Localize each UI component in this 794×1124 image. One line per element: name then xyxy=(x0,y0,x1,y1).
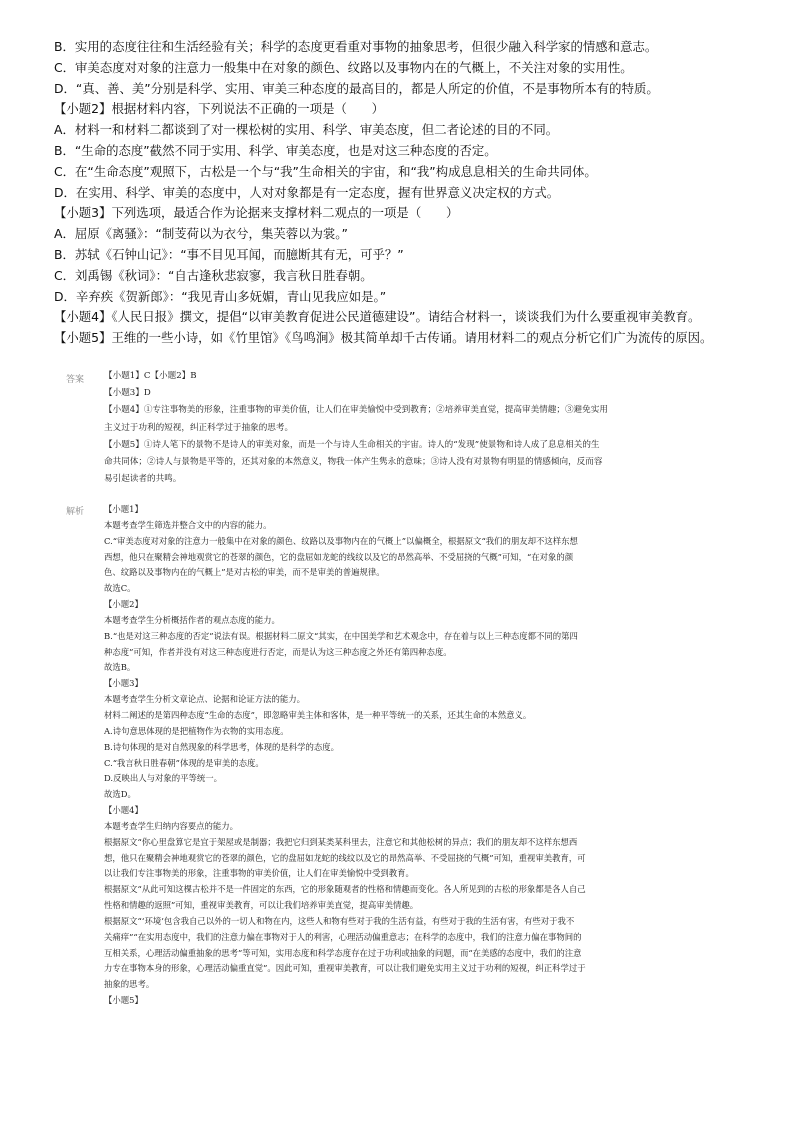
option-d-q2: D．在实用、科学、审美的态度中，人对对象都是有一定态度，握有世界意义决定权的方式。 xyxy=(54,184,560,200)
answer-section xyxy=(66,368,736,488)
analysis-body xyxy=(104,502,736,1057)
analysis-line: 【小题5】 xyxy=(104,995,143,1006)
analysis-line: 【小题3】 xyxy=(104,678,143,689)
analysis-section xyxy=(66,502,736,1057)
answer-line: 【小题4】①专注事物美的形象，注重事物的审美价值，让人们在审美愉悦中受到教育；②培养审美直觉，提高审美情趣；③避免实用 xyxy=(104,405,608,416)
analysis-line: 【小题4】 xyxy=(104,805,143,816)
option-c-q3: C．刘禹锡《秋词》：“自古逢秋悲寂寥，我言秋日胜春朝。 xyxy=(54,267,373,283)
option-c-q2: C．在“生命态度”观照下，古松是一个与“我”生命相关的宇宙，和“我”构成息息相关的生命共同体。 xyxy=(54,163,597,179)
analysis-line: 故选C。 xyxy=(104,583,136,594)
analysis-line: 以让我们专注事物美的形象，注重事物的审美价值，让人们在审美愉悦中受到教育。 xyxy=(104,868,414,879)
analysis-line: 根据原文“‘环境’包含我自己以外的一切人和物在内，这些人和物有些对于我的生活有益，有些对于我的生活有害，有些对于我不 xyxy=(104,915,575,926)
analysis-line: 本题考查学生分析文章论点、论据和论证方法的能力。 xyxy=(104,694,305,705)
analysis-line: 想，他只在聚精会神地观赏它的苍翠的颜色，它的盘屈如龙蛇的线纹以及它的昂然高举、不受屈挠的气概”可知，重视审美教育，可 xyxy=(104,852,586,863)
answer-label: 答案 xyxy=(66,375,85,385)
analysis-line: 【小题1】 xyxy=(104,504,143,514)
analysis-line: 本题考查学生筛选并整合文中的内容的能力。 xyxy=(104,519,272,530)
answer-line: 【小题3】D xyxy=(104,388,151,399)
question-2-stem: 【小题2】根据材料内容，下列说法不正确的一项是（ ） xyxy=(54,101,385,117)
answer-line: 命共同体；②诗人与景物是平等的，还其对象的本然意义，物我一体产生隽永的意味；③诗人没有对景物有明显的情感倾向，反而容 xyxy=(104,457,603,468)
option-b-q3: B．苏轼《石钟山记》：“事不目见耳闻，而臆断其有无，可乎？” xyxy=(54,246,404,262)
analysis-line: 性格和情趣的返照”可知，重视审美教育，可以让我们培养审美直觉，提高审美情趣。 xyxy=(104,900,419,911)
analysis-line xyxy=(104,1041,736,1057)
question-section xyxy=(54,37,754,349)
answer-line: 【小题1】C【小题2】B xyxy=(104,371,197,381)
analysis-line: C.“我言秋日胜春朝”体现的是审美的态度。 xyxy=(104,757,264,768)
analysis-line: B.诗句体现的是对自然现象的科学思考，体现的是科学的态度。 xyxy=(104,741,339,752)
analysis-label: 解析 xyxy=(66,507,85,517)
analysis-line: 本题考查学生归纳内容要点的能力。 xyxy=(104,820,238,831)
answer-line: 易引起读者的共鸣。 xyxy=(104,474,182,485)
analysis-line: 根据原文“从此可知这棵古松并不是一件固定的东西，它的形象随观者的性格和情趣而变化。各人所见到的古松的形象都是各人自己 xyxy=(104,884,586,895)
analysis-line xyxy=(104,1009,736,1025)
analysis-line: B.“也是对这三种态度的否定”说法有误。根据材料二原文“其实，在中国美学和艺术观念中，存在着与以上三种态度都不同的第四 xyxy=(104,630,578,641)
analysis-line: 故选B。 xyxy=(104,662,136,673)
analysis-line: 材料二阐述的是第四种态度“生命的态度”，即忽略审美主体和客体，是一种平等统一的关系，还其生命的本然意义。 xyxy=(104,709,532,720)
analysis-line: 种态度”可知，作者并没有对这三种态度进行否定，而是认为这三种态度之外还有第四种态度。 xyxy=(104,646,452,657)
question-3-stem: 【小题3】下列选项，最适合作为论据来支撑材料二观点的一项是（ ） xyxy=(54,205,459,221)
answer-line: 【小题5】①诗人笔下的景物不是诗人的审美对象，而是一个与诗人生命相关的宇宙。诗人的“发现”使景物和诗人成了息息相关的生 xyxy=(104,439,600,450)
option-a-q3: A．屈原《离骚》：“制芰荷以为衣兮，集芙蓉以为裳。” xyxy=(54,226,348,242)
analysis-line: 根据原文“你心里盘算它是宜于架屋或是制器；我把它归到某类某科里去，注意它和其他松树的异点；我们的朋友却不这样东想西 xyxy=(104,836,578,847)
option-d-q1: D．“真、善、美”分别是科学、实用、审美三种态度的最高目的，都是人所定的价值，不是事物所本有的特质。 xyxy=(54,80,659,96)
analysis-line: D.反映出人与对象的平等统一。 xyxy=(104,773,222,784)
question-4-stem: 【小题4】《人民日报》撰文，提倡“以审美教育促进公民道德建设”。请结合材料一，谈谈我们为什么要重视审美教育。 xyxy=(54,309,701,325)
analysis-line: 色、纹路以及事物内在的气概上”是对古松的审美，而不是审美的普遍规律。 xyxy=(104,567,385,578)
analysis-line: A.诗句意思体现的是把植物作为衣物的实用态度。 xyxy=(104,725,289,736)
answer-line: 主义过于功利的短视，纠正科学过于抽象的思考。 xyxy=(104,422,294,433)
option-b-q1: B．实用的态度往往和生活经验有关；科学的态度更看重对事物的抽象思考，但很少融入科学家的情感和意志。 xyxy=(54,39,658,54)
option-c-q1: C．审美态度对对象的注意力一般集中在对象的颜色、纹路以及事物内在的气概上，不关注对象的实用性。 xyxy=(54,59,633,75)
analysis-line: 关痛痒”“在实用态度中，我们的注意力偏在事物对于人的利害，心理活动偏重意志；在科学的态度中，我们的注意力偏在事物间的 xyxy=(104,931,582,942)
analysis-line: 互相关系，心理活动偏重抽象的思考”等可知，实用态度和科学态度存在过于功利或抽象的问题，而“在美感的态度中，我们的注意 xyxy=(104,947,582,958)
analysis-line: 抽象的思考。 xyxy=(104,979,155,990)
option-d-q3: D．辛弃疾《贺新郎》：“我见青山多妩媚，青山见我应如是。” xyxy=(54,288,387,304)
option-a-q2: A．材料一和材料二都谈到了对一棵松树的实用、科学、审美态度，但二者论述的目的不同。 xyxy=(54,122,559,138)
analysis-line: 故选D。 xyxy=(104,789,136,800)
option-b-q2: B．“生命的态度”截然不同于实用、科学、审美态度，也是对这三种态度的否定。 xyxy=(54,142,497,158)
question-5-stem: 【小题5】王维的一些小诗，如《竹里馆》《鸟鸣涧》极其简单却千古传诵。请用材料二的观点分析它们广为流传的原因。 xyxy=(54,330,713,346)
answer-body xyxy=(104,368,736,488)
analysis-line: 力专在事物本身的形象，心理活动偏重直觉”。因此可知，重视审美教育，可以让我们避免实用主义过于功利的短视，纠正科学过于 xyxy=(104,963,586,974)
analysis-line: C.“审美态度对对象的注意力一般集中在对象的颜色、纹路以及事物内在的气概上”以偏概全，根据原文“我们的朋友却不这样东想 xyxy=(104,535,578,546)
analysis-line: 本题考查学生分析概括作者的观点态度的能力。 xyxy=(104,614,280,625)
analysis-line: 西想，他只在聚精会神地观赏它的苍翠的颜色，它的盘屈如龙蛇的线纹以及它的昂然高举、不受屈挠的气概”可知，“在对象的颜 xyxy=(104,551,574,562)
analysis-line: 【小题2】 xyxy=(104,599,143,610)
analysis-line xyxy=(104,1025,736,1041)
